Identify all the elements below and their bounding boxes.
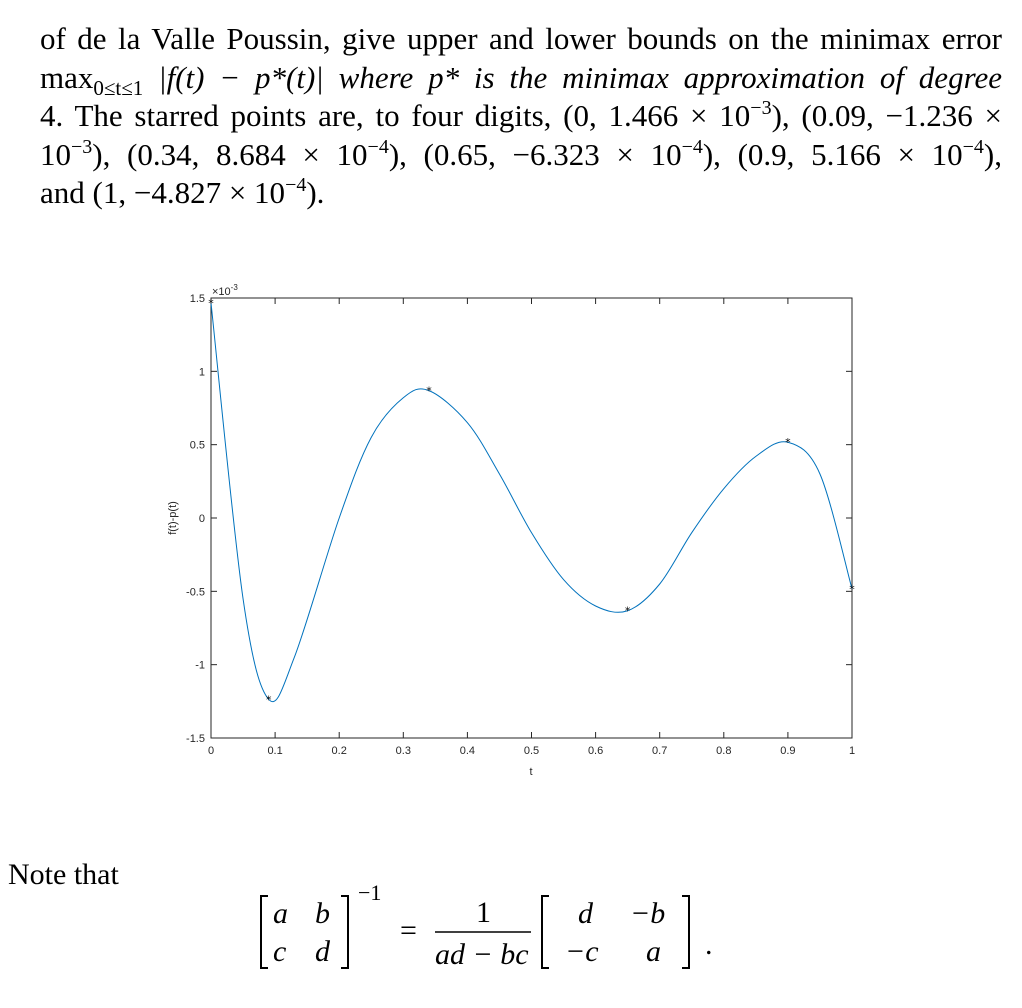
y-tick-label: -0.5	[186, 586, 205, 599]
x-tick-label: 0.8	[716, 745, 732, 757]
left-bracket	[261, 896, 268, 968]
text-segment: 10	[40, 136, 71, 172]
x-tick-label: 0.6	[587, 745, 604, 757]
text-segment: ),	[983, 136, 1002, 172]
y-scale-factor	[212, 283, 238, 298]
star-marker: *	[426, 384, 432, 398]
problem-paragraph	[40, 20, 1002, 213]
exponent: −4	[285, 174, 307, 196]
error-plot	[0, 270, 1022, 790]
text-segment: and (1, −4.827 × 10	[40, 175, 286, 210]
paragraph-line-3	[40, 97, 1002, 136]
exponent: −3	[71, 135, 93, 158]
text-line: of de la Valle Poussin, give upper and lower bounds on the minimax error	[40, 21, 1002, 56]
x-tick-label: 0.4	[459, 745, 476, 757]
result-entry-11: d	[578, 897, 593, 930]
plot-axes-box	[211, 298, 852, 738]
equation-period: .	[705, 928, 713, 961]
matrix-entry-a: a	[273, 897, 288, 930]
text-segment: ).	[306, 175, 325, 210]
matrix-entry-b: b	[315, 897, 330, 930]
text-max-subscript: 0≤t≤1	[93, 75, 144, 100]
result-entry-21: −c	[565, 935, 599, 968]
y-tick-label: 1.5	[189, 293, 205, 305]
exponent: −4	[681, 135, 703, 158]
text-segment: ), (0.9, 5.166 × 10	[702, 136, 963, 172]
star-marker: *	[624, 604, 631, 618]
star-marker: *	[208, 296, 214, 310]
text-max: max	[40, 59, 94, 95]
x-tick-label: 0.9	[780, 745, 796, 757]
result-entry-22: a	[646, 935, 661, 968]
x-tick-label: 0.3	[395, 745, 411, 757]
star-marker: *	[265, 693, 272, 707]
note-text: Note that	[8, 858, 119, 891]
exponent: −4	[962, 135, 984, 158]
text-segment: 4. The starred points are, to four digits, (0, 1.466 × 10	[40, 98, 751, 133]
y-tick-label: -1.5	[186, 733, 205, 745]
axis-ticks	[211, 298, 852, 738]
y-tick-label: 0.5	[189, 439, 205, 452]
y-scale-base: ×10	[212, 286, 231, 298]
y-tick-label: -1	[195, 659, 205, 672]
inverse-exponent: −1	[358, 880, 382, 905]
paragraph-line-1	[40, 20, 1002, 59]
text-segment: ), (0.65, −6.323 × 10	[388, 136, 682, 172]
fraction-numerator: 1	[476, 896, 491, 929]
x-tick-label: 0.5	[523, 745, 540, 757]
starred-points	[208, 297, 855, 706]
y-scale-exponent: -3	[230, 283, 238, 292]
error-curve-line	[211, 303, 852, 702]
y-tick-labels	[186, 293, 205, 745]
y-tick-label: 1	[198, 366, 205, 379]
star-marker: *	[849, 582, 855, 596]
paragraph-line-4	[40, 136, 1002, 175]
right-bracket	[341, 896, 348, 968]
text-abs-expression: |f(t) − p*(t)| where p* is the minimax approximation of degree	[158, 59, 1003, 95]
text-segment: ), (0.34, 8.684 × 10	[92, 136, 368, 172]
x-tick-label: 0.7	[652, 745, 668, 757]
paragraph-line-2	[40, 59, 1002, 98]
left-bracket	[542, 896, 549, 968]
matrix-entry-d: d	[315, 935, 330, 968]
equals-sign: =	[400, 914, 417, 947]
x-tick-labels	[208, 745, 855, 757]
result-entry-12: −b	[630, 897, 666, 930]
x-tick-label: 0.1	[267, 745, 283, 757]
x-axis-label: t	[529, 766, 533, 778]
right-bracket	[682, 896, 689, 968]
fraction-denominator: ad − bc	[435, 938, 529, 971]
text-segment: ), (0.09, −1.236 ×	[771, 98, 1002, 133]
x-tick-label: 1	[848, 745, 856, 757]
exponent: −4	[367, 135, 389, 158]
matrix-entry-c: c	[273, 935, 287, 968]
x-tick-label: 0.2	[331, 745, 347, 757]
star-marker: *	[785, 436, 791, 450]
exponent: −3	[750, 97, 772, 119]
y-axis-label: f(t)-p(t)	[167, 501, 179, 535]
x-tick-label: 0	[207, 745, 215, 757]
paragraph-line-5	[40, 174, 1002, 213]
y-tick-label: 0	[198, 513, 205, 525]
